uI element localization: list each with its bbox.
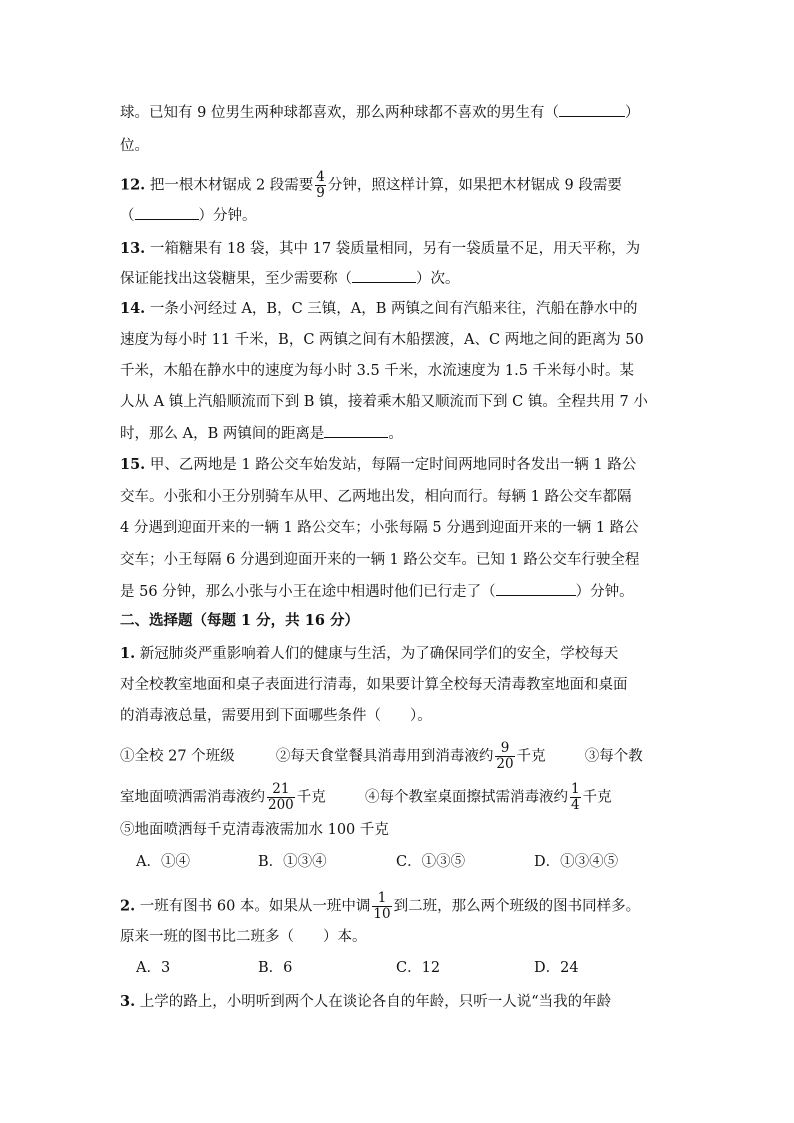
question-number: 13.: [120, 240, 146, 257]
text: 到二班，那么两个班级的图书同样多。: [393, 898, 641, 915]
text: 的消毒液总量，需要用到下面哪些条件（ ）。: [120, 708, 432, 724]
q14-line2: [120, 330, 644, 350]
c2-line1: [120, 891, 640, 922]
q15-line3: [120, 518, 639, 538]
q15-line4: [120, 550, 639, 570]
text: 球。已知有 9 位男生两种球都喜欢，那么两种球都不喜欢的男生有（: [120, 105, 559, 121]
c2-option-d[interactable]: D．24: [534, 960, 579, 976]
c2-line2: [120, 927, 367, 947]
text: 人从 A 镇上汽船顺流而下到 B 镇，接着乘木船又顺流而下到 C 镇。全程共用 7 小: [120, 394, 648, 410]
text: 新冠肺炎严重影响着人们的健康与生活，为了确保同学们的安全，学校每天: [139, 646, 619, 662]
q13-line2: [120, 268, 460, 289]
text: 。: [388, 426, 403, 442]
text: 位。: [120, 138, 149, 154]
condition-5: ⑤地面喷洒每千克清毒液需加水 100 千克: [120, 822, 389, 838]
c2-option-a[interactable]: A．3: [136, 960, 171, 976]
fraction-denominator: 200: [268, 797, 294, 813]
text: 对全校教室地面和桌子表面进行清毒，如果要计算全校每天清毒教室地面和桌面: [120, 677, 628, 693]
text: 是 56 分钟，那么小张与小王在途中相遇时他们已行走了（: [120, 584, 496, 600]
text: （: [120, 208, 135, 224]
c1-line1: [120, 644, 618, 664]
question-number: 1.: [120, 645, 136, 662]
c1-line3: [120, 706, 432, 726]
text: 上学的路上，小明听到两个人在谈论各自的年龄，只听一人说“当我的年龄: [139, 994, 612, 1010]
text: 千克: [296, 789, 326, 806]
condition-4: ④每个教室桌面擦拭需消毒液约: [365, 789, 568, 806]
fraction-denominator: 9: [316, 185, 325, 201]
fraction-denominator: 4: [571, 797, 580, 813]
text: 交车；小王每隔 6 分遇到迎面开来的一辆 1 路公交车。已知 1 路公交车行驶全程: [120, 552, 640, 568]
fraction-numerator: 9: [495, 741, 514, 757]
question-number: 15.: [120, 456, 146, 473]
c1-conditions-line2: [120, 782, 612, 813]
fraction: [315, 170, 326, 201]
text: 千克: [516, 748, 546, 765]
fraction: [372, 891, 391, 922]
condition-3: ③每个教: [584, 748, 643, 765]
section-title: 二、选择题（每题 1 分，共 16 分）: [120, 612, 359, 629]
q11-line-end: [120, 102, 639, 123]
q14-line5: [120, 423, 403, 444]
text: 保证能找出这袋糖果，至少需要称（: [120, 271, 352, 287]
c1-conditions-line1: [120, 741, 643, 772]
text: 时，那么 A，B 两镇间的距离是: [120, 426, 325, 442]
text: 甲、乙两地是 1 路公交车始发站，每隔一定时间两地同时各发出一辆 1 路公: [149, 457, 637, 473]
c3-line1: [120, 992, 611, 1012]
q14-line3: [120, 361, 634, 381]
fraction-denominator: 10: [373, 906, 391, 922]
fraction-numerator: 4: [316, 169, 325, 185]
answer-blank[interactable]: [135, 205, 199, 220]
text: 分钟，照这样计算，如果把木材锯成 9 段需要: [327, 177, 622, 194]
c1-line2: [120, 675, 628, 695]
text: 一条小河经过 A，B，C 三镇，A，B 两镇之间有汽船来往，汽船在静水中的: [149, 301, 638, 317]
text: 一班有图书 60 本。如果从一班中调: [139, 898, 371, 915]
fraction-numerator: 1: [372, 891, 391, 907]
section-heading: [120, 611, 359, 631]
q15-line2: [120, 487, 631, 507]
q11-line-end2: [120, 136, 149, 156]
fraction-denominator: 20: [496, 756, 514, 772]
text: 把一根木材锯成 2 段需要: [149, 177, 314, 194]
q14-line1: [120, 299, 638, 319]
text: ）分钟。: [575, 584, 634, 600]
q13-line1: [120, 239, 640, 259]
q15-line5: [120, 581, 634, 602]
question-number: 12.: [120, 176, 146, 194]
q12-line1: [120, 170, 622, 201]
c1-option-c[interactable]: C．①③⑤: [396, 854, 466, 870]
answer-blank[interactable]: [352, 268, 416, 283]
c1-option-d[interactable]: D．①③④⑤: [534, 854, 619, 870]
text: 交车。小张和小王分别骑车从甲、乙两地出发，相向而行。每辆 1 路公交车都隔: [120, 489, 632, 505]
q14-line4: [120, 392, 648, 412]
text: 4 分遇到迎面开来的一辆 1 路公交车；小张每隔 5 分遇到迎面开来的一辆 1 路公: [120, 520, 639, 536]
text: ）: [624, 105, 640, 121]
condition-2: ②每天食堂餐具消毒用到消毒液约: [275, 748, 494, 765]
fraction: [495, 741, 514, 772]
question-number: 2.: [120, 897, 136, 915]
c2-option-b[interactable]: B．6: [258, 960, 293, 976]
question-number: 3.: [120, 993, 136, 1010]
fraction-numerator: 21: [267, 782, 295, 798]
q12-line2: [120, 205, 257, 226]
fraction-numerator: 1: [571, 781, 580, 797]
text: 千米，木船在静水中的速度为每小时 3.5 千米，水流速度为 1.5 千米每小时。某: [120, 363, 635, 379]
text: ）次。: [416, 271, 460, 287]
question-number: 14.: [120, 300, 146, 317]
answer-blank[interactable]: [324, 423, 388, 438]
text: ）分钟。: [198, 208, 257, 224]
c1-conditions-line3: [120, 820, 389, 840]
c1-option-a[interactable]: A．①④: [136, 854, 190, 870]
text: 原来一班的图书比二班多（ ）本。: [120, 929, 367, 945]
c1-option-b[interactable]: B．①③④: [258, 854, 327, 870]
q15-line1: [120, 455, 636, 475]
answer-blank[interactable]: [559, 102, 625, 117]
fraction: [570, 782, 581, 813]
text: 室地面喷洒需消毒液约: [120, 789, 265, 806]
text: 千克: [582, 789, 612, 806]
text: 一箱糖果有 18 袋，其中 17 袋质量相同，另有一袋质量不足，用天平称，为: [149, 241, 641, 257]
answer-blank[interactable]: [496, 581, 576, 596]
c2-option-c[interactable]: C．12: [396, 960, 441, 976]
condition-1: ①全校 27 个班级: [120, 748, 235, 765]
fraction: [267, 782, 295, 813]
text: 速度为每小时 11 千米，B，C 两镇之间有木船摆渡，A、C 两地之间的距离为 50: [120, 332, 644, 348]
